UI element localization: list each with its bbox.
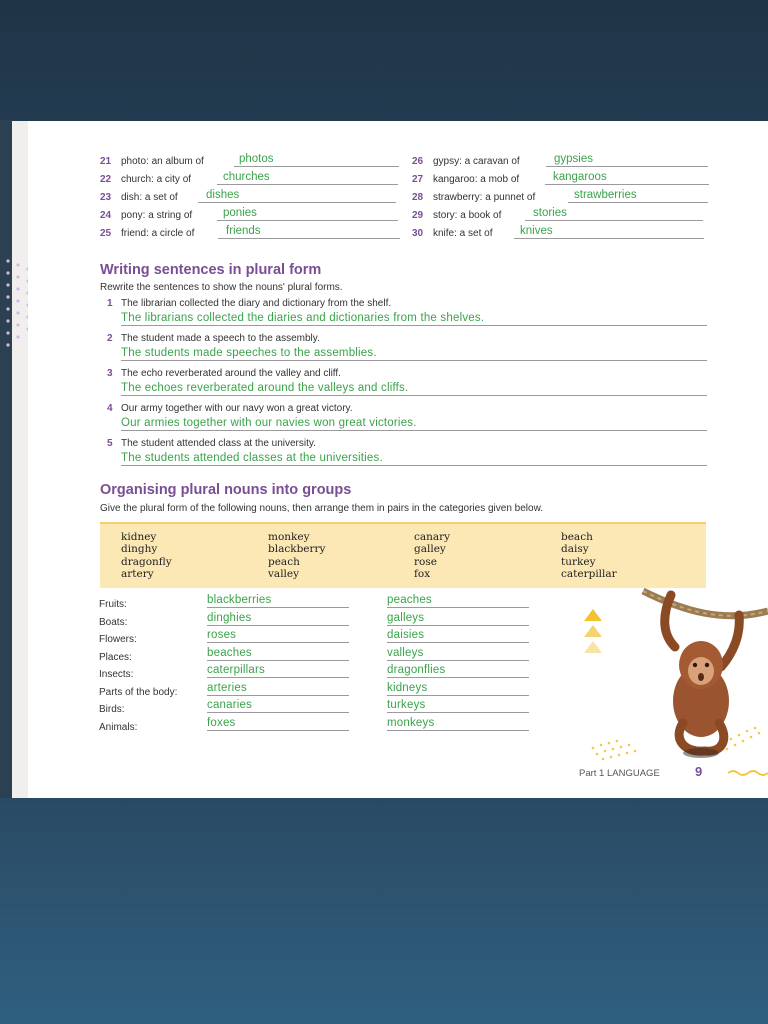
- item-number: 24: [100, 210, 112, 221]
- section-instruction: Rewrite the sentences to show the nouns' plural forms.: [100, 282, 343, 293]
- answer-field[interactable]: valleys: [387, 646, 529, 661]
- item-number: 29: [412, 210, 424, 221]
- word-column: [121, 531, 172, 580]
- category-label: Animals:: [99, 722, 138, 733]
- answer-field[interactable]: roses: [207, 628, 349, 643]
- answer-field[interactable]: galleys: [387, 611, 529, 626]
- word: dragonfly: [121, 555, 172, 568]
- item-prompt: kangaroo: a mob of: [433, 174, 520, 185]
- answer-field[interactable]: daisies: [387, 628, 529, 643]
- word: daisy: [561, 543, 589, 556]
- word: kidney: [121, 531, 157, 543]
- section-instruction: Give the plural form of the following nouns, then arrange them in pairs in the categories given below.: [100, 503, 544, 514]
- answer-field[interactable]: dishes: [198, 189, 396, 203]
- sentence-answer-field[interactable]: The librarians collected the diaries and dictionaries from the shelves.: [121, 311, 707, 326]
- orangutan-photo: [573, 583, 768, 773]
- word: dinghy: [121, 543, 158, 556]
- answer-field[interactable]: dinghies: [207, 611, 349, 626]
- sentence-prompt: The librarian collected the diary and dictionary from the shelf.: [121, 298, 392, 309]
- word: caterpillar: [561, 567, 617, 580]
- answer-field[interactable]: kangaroos: [545, 171, 709, 185]
- item-number: 1: [107, 298, 113, 309]
- word: fox: [414, 567, 431, 580]
- answer-field[interactable]: stories: [525, 207, 703, 221]
- sentence-answer-field[interactable]: The echoes reverberated around the valleys and cliffs.: [121, 381, 707, 396]
- wave-decoration-icon: [728, 769, 768, 777]
- word: turkey: [561, 555, 596, 568]
- word: canary: [414, 531, 451, 543]
- item-number: 4: [107, 403, 113, 414]
- answer-field[interactable]: canaries: [207, 698, 349, 713]
- word-bank: [100, 522, 706, 588]
- item-number: 27: [412, 174, 424, 185]
- sentence-answer-field[interactable]: The students made speeches to the assemblies.: [121, 346, 707, 361]
- page-number: 9: [695, 764, 703, 779]
- item-number: 3: [107, 368, 113, 379]
- page-footer-label: Part 1 LANGUAGE: [579, 768, 660, 779]
- viewer-left-edge: [0, 120, 12, 798]
- sentence-prompt: Our army together with our navy won a great victory.: [121, 403, 353, 414]
- word: peach: [268, 555, 300, 568]
- answer-field[interactable]: beaches: [207, 646, 349, 661]
- item-prompt: photo: an album of: [121, 156, 204, 167]
- answer-field[interactable]: strawberries: [568, 189, 708, 203]
- answer-field[interactable]: peaches: [387, 593, 529, 608]
- answer-field[interactable]: turkeys: [387, 698, 529, 713]
- sentence-prompt: The echo reverberated around the valley and cliff.: [121, 368, 341, 379]
- item-number: 22: [100, 174, 112, 185]
- item-prompt: story: a book of: [433, 210, 502, 221]
- category-label: Boats:: [99, 617, 128, 628]
- category-label: Birds:: [99, 704, 125, 715]
- word-column: [561, 531, 617, 580]
- sentence-answer-field[interactable]: The students attended classes at the universities.: [121, 451, 707, 466]
- word: valley: [268, 567, 300, 580]
- section-heading-plural-groups: Organising plural nouns into groups: [100, 482, 352, 498]
- item-prompt: strawberry: a punnet of: [433, 192, 536, 203]
- answer-field[interactable]: gypsies: [546, 153, 708, 167]
- sentence-prompt: The student made a speech to the assembly.: [121, 333, 320, 344]
- word: blackberry: [268, 543, 326, 556]
- word: artery: [121, 567, 154, 580]
- category-label: Fruits:: [99, 599, 127, 610]
- word: monkey: [268, 531, 310, 543]
- word: rose: [414, 555, 437, 568]
- item-prompt: knife: a set of: [433, 228, 493, 239]
- answer-field[interactable]: foxes: [207, 716, 349, 731]
- answer-field[interactable]: ponies: [217, 207, 398, 221]
- answer-field[interactable]: blackberries: [207, 593, 349, 608]
- sentence-prompt: The student attended class at the university.: [121, 438, 316, 449]
- answer-field[interactable]: churches: [217, 171, 398, 185]
- page-gutter: [12, 121, 28, 798]
- item-prompt: church: a city of: [121, 174, 192, 185]
- answer-field[interactable]: caterpillars: [207, 663, 349, 678]
- item-prompt: friend: a circle of: [121, 228, 195, 239]
- item-number: 28: [412, 192, 424, 203]
- word-column: [268, 531, 326, 580]
- item-number: 21: [100, 156, 112, 167]
- answer-field[interactable]: arteries: [207, 681, 349, 696]
- word-column: [414, 531, 450, 580]
- item-prompt: pony: a string of: [121, 210, 193, 221]
- word: beach: [561, 531, 593, 543]
- sentence-answer-field[interactable]: Our armies together with our navies won great victories.: [121, 416, 707, 431]
- category-label: Flowers:: [99, 634, 137, 645]
- item-prompt: dish: a set of: [121, 192, 178, 203]
- answer-field[interactable]: dragonflies: [387, 663, 529, 678]
- category-label: Places:: [99, 652, 132, 663]
- item-prompt: gypsy: a caravan of: [433, 156, 520, 167]
- answer-field[interactable]: kidneys: [387, 681, 529, 696]
- word: galley: [414, 543, 446, 556]
- item-number: 23: [100, 192, 112, 203]
- item-number: 2: [107, 333, 113, 344]
- answer-field[interactable]: monkeys: [387, 716, 529, 731]
- answer-field[interactable]: friends: [218, 225, 400, 239]
- workbook-page: [28, 121, 768, 798]
- item-number: 30: [412, 228, 424, 239]
- item-number: 26: [412, 156, 424, 167]
- category-label: Parts of the body:: [99, 687, 178, 698]
- item-number: 5: [107, 438, 113, 449]
- item-number: 25: [100, 228, 112, 239]
- answer-field[interactable]: knives: [514, 225, 704, 239]
- category-label: Insects:: [99, 669, 134, 680]
- section-heading-plural-sentences: Writing sentences in plural form: [100, 262, 322, 278]
- answer-field[interactable]: photos: [234, 153, 399, 167]
